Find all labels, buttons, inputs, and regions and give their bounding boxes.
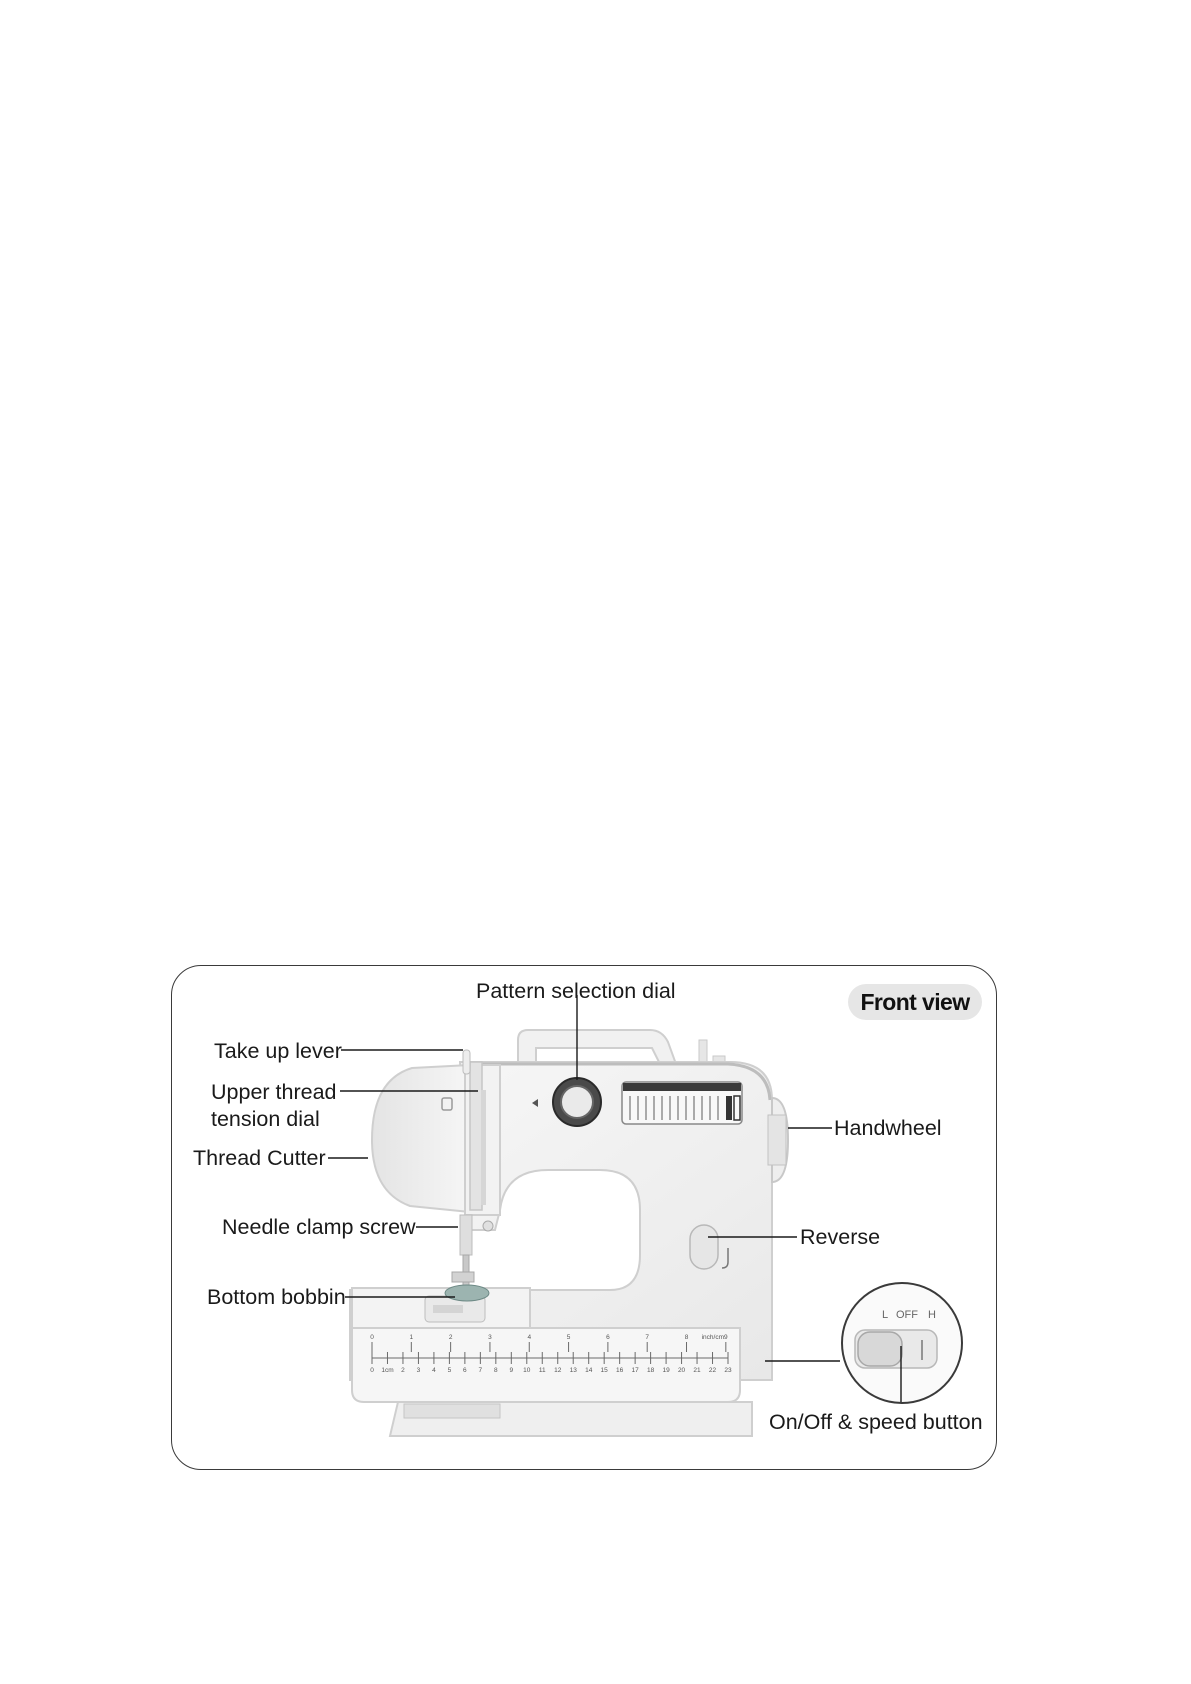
pattern-selection-dial-label: Pattern selection dial: [476, 979, 676, 1003]
ruler-inch-number: 6: [606, 1334, 610, 1341]
ruler-cm-number: 0: [370, 1367, 374, 1374]
ruler-inch-number: 8: [684, 1334, 689, 1341]
upper-thread-label-line2: tension dial: [211, 1107, 320, 1131]
ruler-cm-number: 9: [509, 1367, 514, 1374]
ruler-inch-number: 2: [448, 1334, 453, 1341]
ruler-inch-number: 3: [488, 1334, 492, 1341]
switch-high-marker: H: [928, 1309, 936, 1321]
ruler-cm-number: 22: [708, 1367, 717, 1374]
ruler-inch-number: 0: [370, 1334, 374, 1341]
ruler-cm-number: 1cm: [381, 1367, 394, 1374]
upper-thread-label-line1: Upper thread: [211, 1080, 337, 1104]
ruler-unit-label: inch/cm: [701, 1334, 724, 1341]
front-view-badge: Front view: [848, 984, 982, 1020]
ruler-inch-number: 7: [645, 1334, 650, 1341]
ruler-cm-number: 13: [569, 1367, 577, 1374]
ruler-inch-number: 5: [566, 1334, 571, 1341]
ruler-cm-number: 19: [662, 1367, 670, 1374]
sewing-head: [372, 1062, 500, 1215]
handwheel-label: Handwheel: [834, 1116, 942, 1140]
ruler-cm-number: 12: [554, 1367, 562, 1374]
power-switch-magnifier: [842, 1283, 962, 1403]
ruler-cm-number: 2: [401, 1367, 405, 1374]
bottom-bobbin-label: Bottom bobbin: [207, 1285, 346, 1309]
ruler-cm-number: 10: [523, 1367, 531, 1374]
ruler-cm-number: 14: [585, 1367, 593, 1374]
ruler-cm-number: 18: [646, 1367, 655, 1374]
take-up-lever-icon: [463, 1050, 470, 1074]
stitch-pattern-panel: [622, 1082, 742, 1124]
take-up-lever-label: Take up lever: [214, 1039, 342, 1063]
ruler-cm-number: 17: [631, 1367, 639, 1374]
thread-cutter-label: Thread Cutter: [193, 1146, 326, 1170]
switch-off-marker: OFF: [896, 1309, 918, 1321]
ruler-cm-number: 7: [478, 1367, 483, 1374]
reverse-label: Reverse: [800, 1225, 881, 1249]
handwheel-icon: [768, 1098, 788, 1182]
needle-clamp-screw-label: Needle clamp screw: [222, 1215, 416, 1239]
ruler-cm-number: 3: [416, 1367, 421, 1374]
ruler-cm-number: 5: [447, 1367, 452, 1374]
ruler-cm-number: 11: [538, 1367, 546, 1374]
switch-low-marker: L: [882, 1309, 889, 1321]
ruler-inch-number: 1: [409, 1334, 414, 1341]
ruler-cm-number: 23: [724, 1367, 732, 1374]
ruler-cm-number: 20: [677, 1367, 686, 1374]
ruler-inch-number: 9: [724, 1334, 728, 1341]
needle-assembly: [452, 1215, 493, 1293]
ruler-cm-number: 16: [616, 1367, 624, 1374]
on-off-speed-button-label: On/Off & speed button: [769, 1410, 983, 1434]
ruler-cm-number: 4: [432, 1367, 436, 1374]
ruler-cm-number: 6: [463, 1367, 467, 1374]
ruler-cm-number: 15: [600, 1367, 608, 1374]
ruler-inch-number: 4: [527, 1334, 532, 1341]
ruler-cm-number: 21: [693, 1367, 701, 1374]
carry-handle: [518, 1030, 676, 1064]
ruler-cm-number: 8: [494, 1367, 498, 1374]
spool-pin-icon: [699, 1040, 725, 1064]
